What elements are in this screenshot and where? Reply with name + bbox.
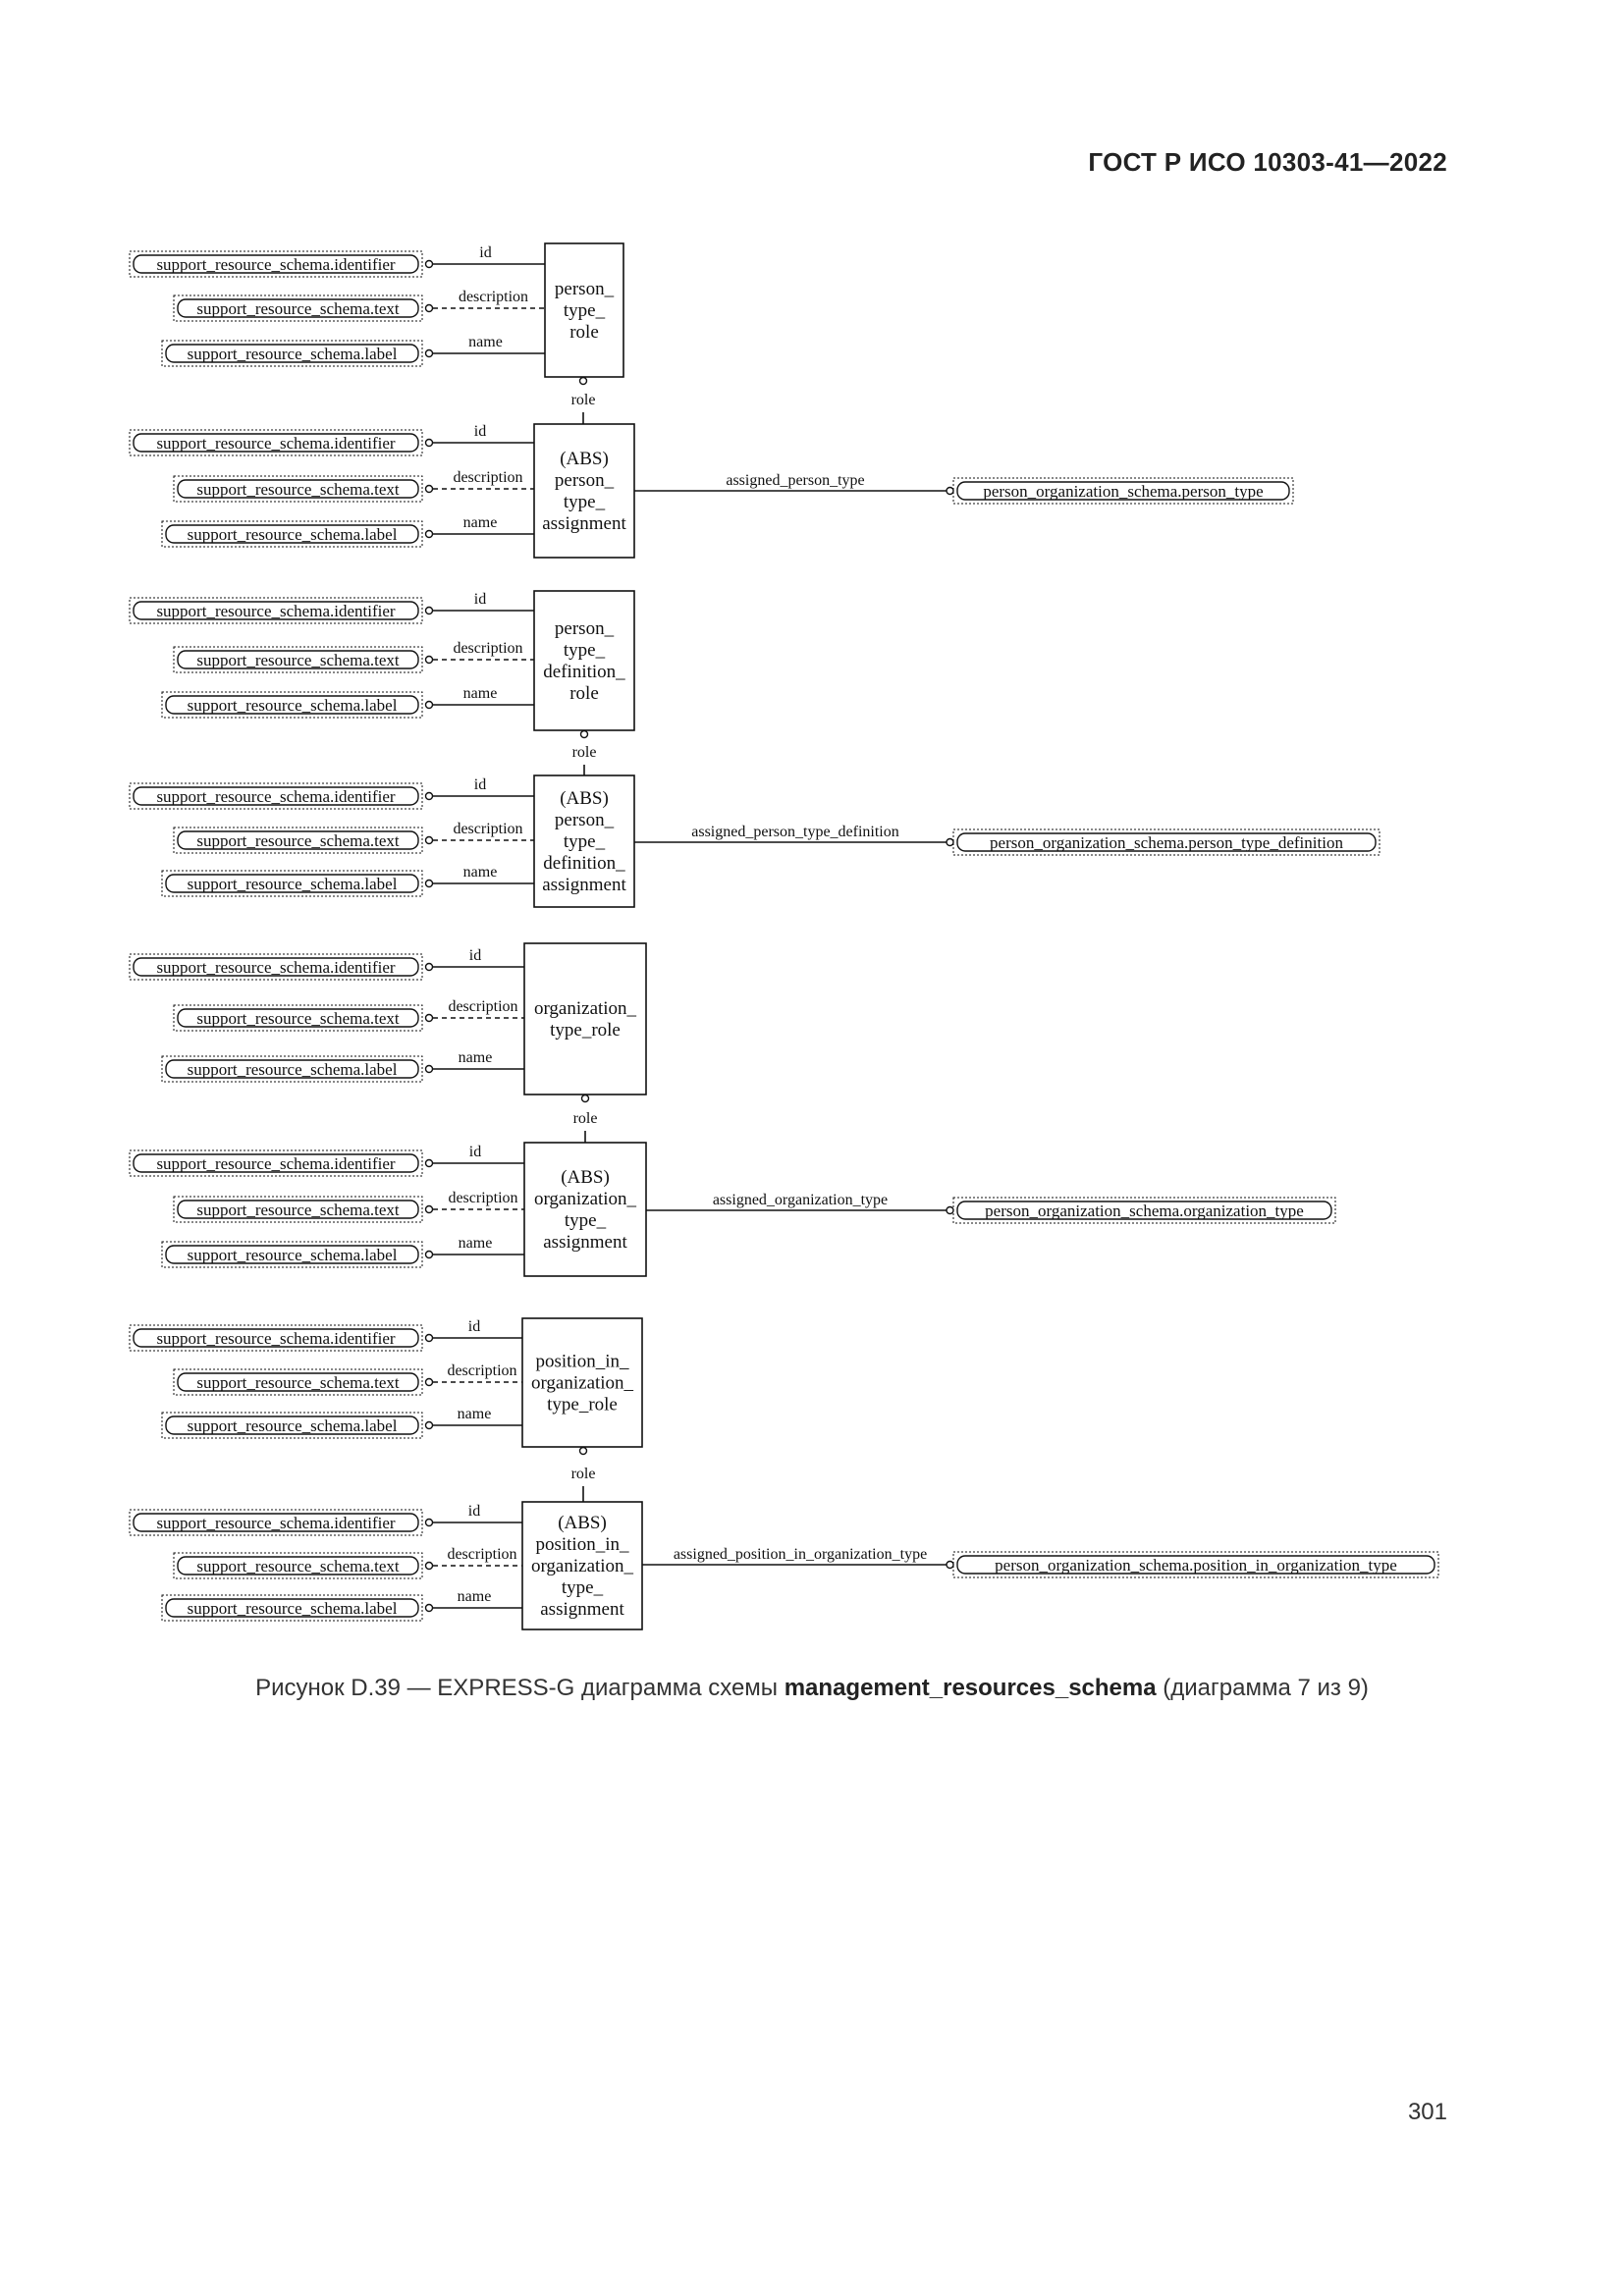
entity-name-line: (ABS) — [560, 788, 609, 809]
assigned-ref-label: person_organization_schema.position_in_organization_type — [995, 1556, 1397, 1575]
entity-name-line: type_role — [550, 1020, 621, 1041]
attribute-connector-circle — [426, 1335, 433, 1342]
ref-text-label: support_resource_schema.text — [196, 651, 400, 669]
ref-text-label: support_resource_schema.text — [196, 831, 400, 850]
attribute-connector-circle — [426, 1252, 433, 1258]
entity-box — [524, 943, 646, 1095]
entity-name-line: organization_ — [533, 998, 637, 1019]
ref-label-label: support_resource_schema.label — [187, 1060, 398, 1079]
attribute-connector-circle — [426, 305, 433, 312]
attribute-label-description: description — [448, 1190, 518, 1206]
entity-name-line: assignment — [542, 875, 626, 895]
ref-text-label: support_resource_schema.text — [196, 299, 400, 318]
attribute-connector-circle — [426, 261, 433, 268]
ref-label-label: support_resource_schema.label — [187, 1599, 398, 1618]
standard-header: ГОСТ Р ИСО 10303-41—2022 — [1088, 147, 1447, 177]
entity-box — [534, 591, 634, 730]
assigned-attribute-label: assigned_position_in_organization_type — [673, 1546, 928, 1563]
assigned-attribute-label: assigned_organization_type — [712, 1192, 889, 1208]
entity-name-line: type_role — [547, 1394, 618, 1415]
caption-schema-name: management_resources_schema — [784, 1675, 1157, 1701]
attribute-connector-circle — [426, 1520, 433, 1526]
entity-box — [534, 424, 634, 558]
ref-label-label: support_resource_schema.label — [187, 525, 398, 544]
attribute-connector-circle — [426, 1206, 433, 1213]
entity-name-line: organization_ — [533, 1189, 637, 1209]
role-connector-circle — [581, 731, 588, 738]
page-number: 301 — [1407, 2099, 1447, 2125]
attribute-label-name: name — [457, 1588, 492, 1605]
entity-name-line: person_ — [554, 279, 615, 299]
attribute-connector-circle — [426, 1422, 433, 1429]
role-connector-circle — [580, 1448, 587, 1455]
attribute-connector-circle — [426, 881, 433, 887]
attribute-connector-circle — [426, 657, 433, 664]
entity-name-line: type_ — [563, 640, 606, 661]
entity-name-line: type_ — [563, 492, 606, 512]
entity-name-line: definition_ — [543, 853, 625, 874]
entity-name-line: person_ — [554, 810, 615, 830]
entity-name-line: (ABS) — [560, 449, 609, 469]
ref-identifier-label: support_resource_schema.identifier — [156, 1154, 396, 1173]
attribute-label-name: name — [462, 685, 498, 702]
entity-name-line: assignment — [542, 513, 626, 534]
ref-text-label: support_resource_schema.text — [196, 1557, 400, 1575]
attribute-label-id: id — [479, 244, 492, 261]
entity-name-line: type_ — [563, 300, 606, 321]
attribute-label-description: description — [453, 640, 523, 657]
ref-text-label: support_resource_schema.text — [196, 1373, 400, 1392]
attribute-label-name: name — [462, 514, 498, 531]
entity-name-line: position_in_ — [535, 1351, 629, 1372]
entity-name-line: role — [569, 683, 599, 704]
role-connector-circle — [580, 378, 587, 385]
entity-name-line: type_ — [561, 1577, 604, 1598]
assigned-connector-circle — [947, 488, 953, 495]
ref-label-label: support_resource_schema.label — [187, 1416, 398, 1435]
ref-label-label: support_resource_schema.label — [187, 1246, 398, 1264]
attribute-connector-circle — [426, 1563, 433, 1570]
attribute-label-id: id — [468, 1144, 482, 1160]
attribute-label-id: id — [468, 947, 482, 964]
attribute-connector-circle — [426, 964, 433, 971]
attribute-connector-circle — [426, 608, 433, 614]
entity-name-line: definition_ — [543, 662, 625, 682]
ref-identifier-label: support_resource_schema.identifier — [156, 787, 396, 806]
attribute-connector-circle — [426, 531, 433, 538]
ref-identifier-label: support_resource_schema.identifier — [156, 434, 396, 453]
entity-name-line: organization_ — [530, 1372, 634, 1394]
attribute-label-id: id — [467, 1318, 481, 1335]
ref-label-label: support_resource_schema.label — [187, 345, 398, 363]
attribute-label-description: description — [453, 469, 523, 486]
ref-label-label: support_resource_schema.label — [187, 875, 398, 893]
attribute-label-name: name — [462, 864, 498, 881]
ref-text-label: support_resource_schema.text — [196, 1201, 400, 1219]
entity-name-line: person_ — [554, 618, 615, 639]
attribute-label-id: id — [473, 776, 487, 793]
assigned-ref-label: person_organization_schema.person_type_definition — [990, 833, 1343, 852]
ref-text-label: support_resource_schema.text — [196, 480, 400, 499]
role-label: role — [570, 1466, 596, 1482]
entity-name-line: assignment — [540, 1599, 624, 1620]
ref-label-label: support_resource_schema.label — [187, 696, 398, 715]
attribute-label-name: name — [468, 334, 503, 350]
role-label: role — [570, 392, 596, 408]
attribute-label-id: id — [473, 423, 487, 440]
attribute-label-description: description — [447, 1546, 517, 1563]
attribute-connector-circle — [426, 1015, 433, 1022]
role-label: role — [571, 744, 597, 761]
attribute-connector-circle — [426, 1160, 433, 1167]
figure-caption — [0, 1675, 1624, 1702]
assigned-connector-circle — [947, 1207, 953, 1214]
caption-suffix: (диаграмма 7 из 9) — [1156, 1675, 1369, 1701]
attribute-label-description: description — [447, 1362, 517, 1379]
assigned-connector-circle — [947, 1562, 953, 1569]
assigned-ref-label: person_organization_schema.organization_type — [985, 1201, 1304, 1220]
ref-identifier-label: support_resource_schema.identifier — [156, 602, 396, 620]
attribute-connector-circle — [426, 440, 433, 447]
ref-identifier-label: support_resource_schema.identifier — [156, 1514, 396, 1532]
entity-name-line: organization_ — [530, 1556, 634, 1576]
attribute-label-description: description — [458, 289, 529, 305]
attribute-label-name: name — [457, 1406, 492, 1422]
entity-box — [524, 1143, 646, 1276]
entity-name-line: position_in_ — [535, 1534, 629, 1555]
attribute-connector-circle — [426, 1066, 433, 1073]
entity-name-line: (ABS) — [558, 1513, 607, 1533]
assigned-ref-label: person_organization_schema.person_type — [983, 482, 1264, 501]
role-connector-circle — [582, 1095, 589, 1102]
attribute-connector-circle — [426, 486, 433, 493]
attribute-connector-circle — [426, 702, 433, 709]
attribute-label-description: description — [448, 998, 518, 1015]
attribute-connector-circle — [426, 837, 433, 844]
caption-prefix: Рисунок D.39 — EXPRESS-G диаграмма схемы — [255, 1675, 785, 1701]
attribute-label-description: description — [453, 821, 523, 837]
entity-name-line: person_ — [554, 470, 615, 491]
assigned-attribute-label: assigned_person_type_definition — [691, 824, 899, 840]
role-label: role — [572, 1110, 598, 1127]
assigned-attribute-label: assigned_person_type — [726, 472, 865, 489]
entity-name-line: type_ — [563, 831, 606, 852]
attribute-connector-circle — [426, 350, 433, 357]
attribute-label-id: id — [473, 591, 487, 608]
ref-identifier-label: support_resource_schema.identifier — [156, 958, 396, 977]
ref-identifier-label: support_resource_schema.identifier — [156, 1329, 396, 1348]
ref-identifier-label: support_resource_schema.identifier — [156, 255, 396, 274]
attribute-connector-circle — [426, 1605, 433, 1612]
attribute-connector-circle — [426, 1379, 433, 1386]
entity-name-line: role — [569, 322, 599, 343]
attribute-label-name: name — [458, 1049, 493, 1066]
attribute-label-name: name — [458, 1235, 493, 1252]
assigned-connector-circle — [947, 839, 953, 846]
entity-name-line: assignment — [543, 1232, 627, 1253]
attribute-label-id: id — [467, 1503, 481, 1520]
entity-name-line: (ABS) — [561, 1167, 610, 1188]
attribute-connector-circle — [426, 793, 433, 800]
entity-name-line: type_ — [564, 1210, 607, 1231]
ref-text-label: support_resource_schema.text — [196, 1009, 400, 1028]
